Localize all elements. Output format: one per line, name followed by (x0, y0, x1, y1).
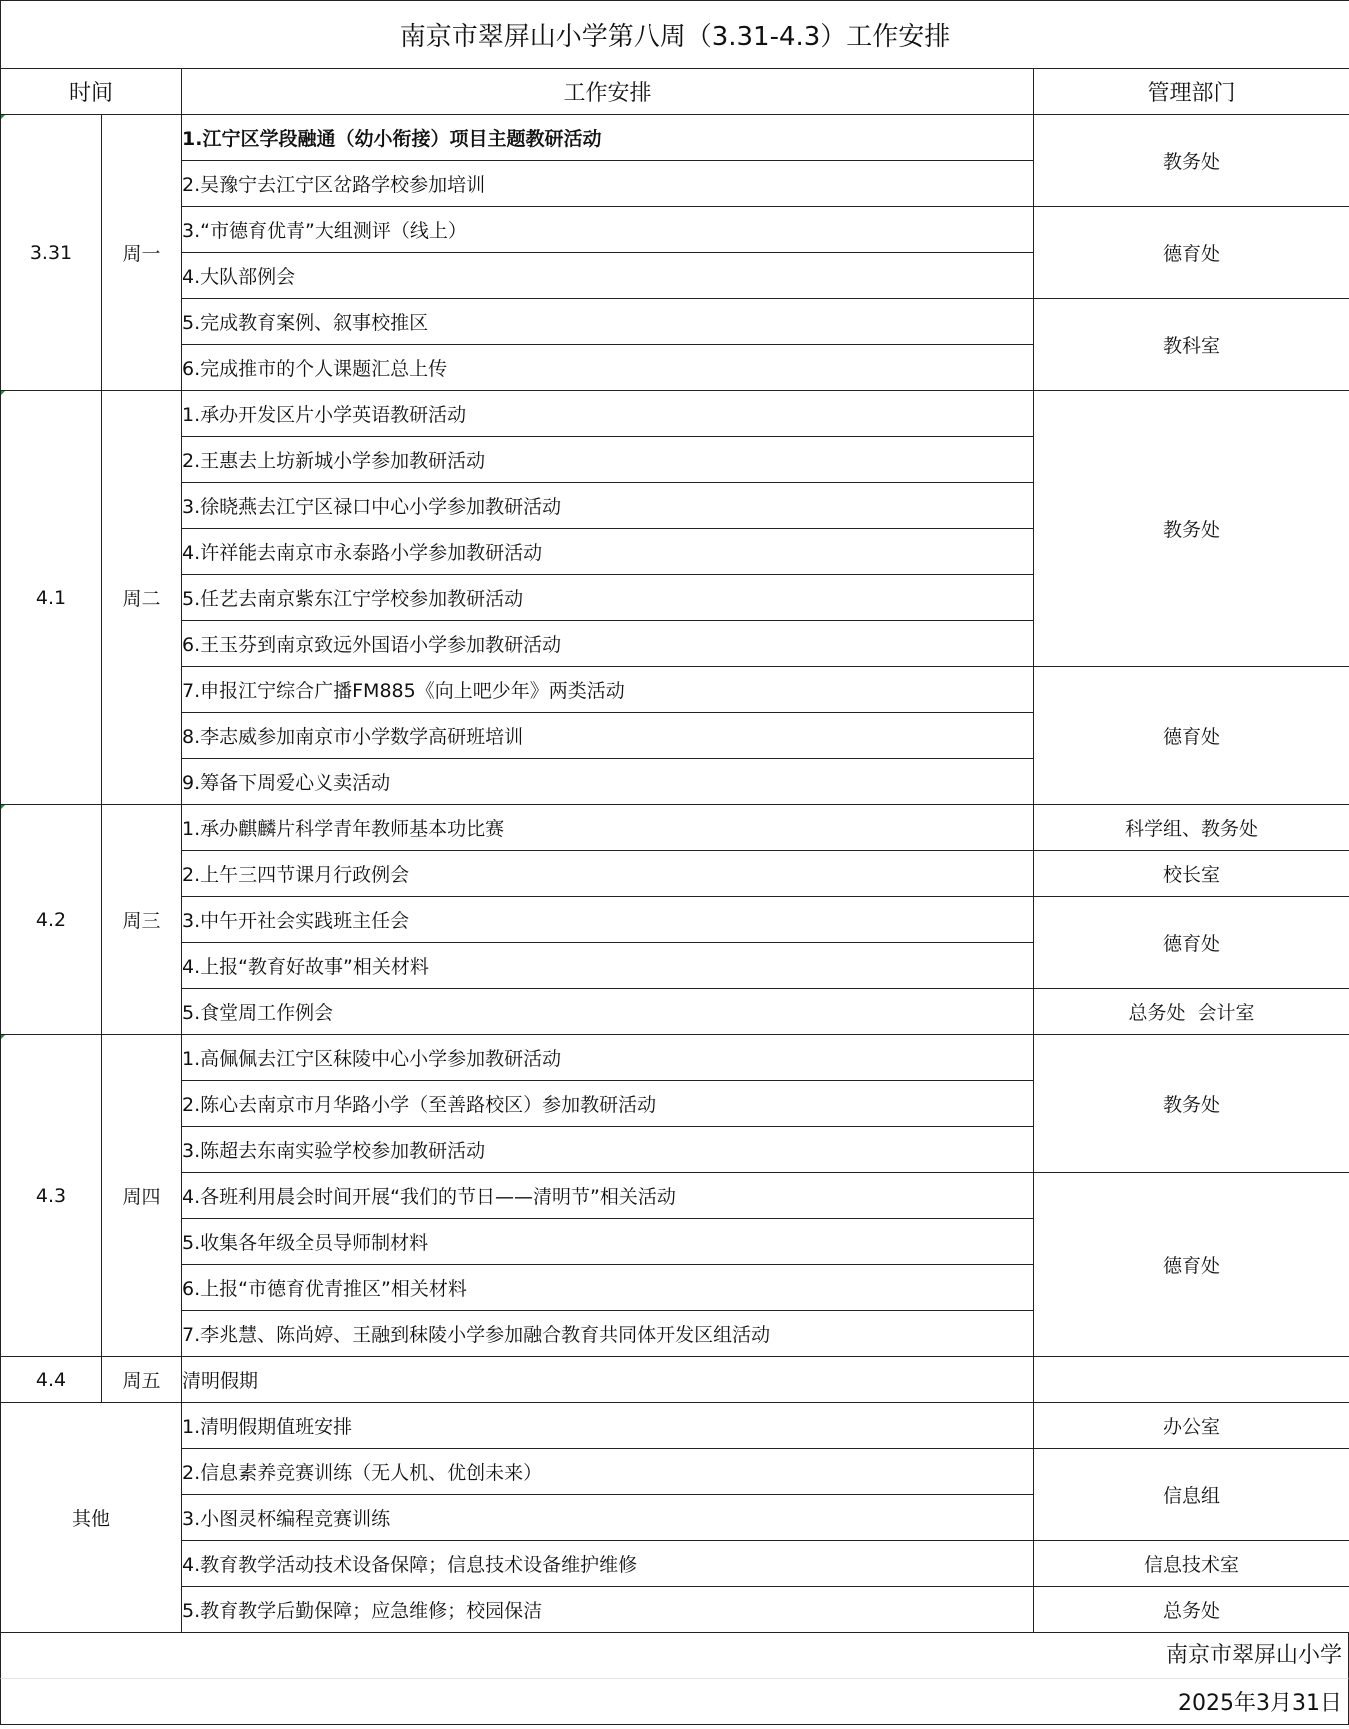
task-cell: 6.完成推市的个人课题汇总上传 (182, 345, 1034, 391)
date-cell: 4.4 (1, 1357, 102, 1403)
task-cell: 5.完成教育案例、叙事校推区 (182, 299, 1034, 345)
header-time: 时间 (1, 69, 182, 115)
task-cell: 4.许祥能去南京市永泰路小学参加教研活动 (182, 529, 1034, 575)
task-cell: 6.上报“市德育优青推区”相关材料 (182, 1265, 1034, 1311)
footer (0, 1633, 1349, 1725)
task-cell: 3.“市德育优青”大组测评（线上） (182, 207, 1034, 253)
dept-cell: 校长室 (1034, 851, 1349, 897)
task-cell: 4.各班利用晨会时间开展“我们的节日——清明节”相关活动 (182, 1173, 1034, 1219)
task-cell: 4.教育教学活动技术设备保障；信息技术设备维护维修 (182, 1541, 1034, 1587)
dept-cell: 教务处 (1034, 1035, 1349, 1173)
task-cell: 5.教育教学后勤保障；应急维修；校园保洁 (182, 1587, 1034, 1633)
task-cell: 3.陈超去东南实验学校参加教研活动 (182, 1127, 1034, 1173)
footer-school: 南京市翠屏山小学 (0, 1633, 1349, 1679)
task-cell: 4.上报“教育好故事”相关材料 (182, 943, 1034, 989)
task-cell: 7.申报江宁综合广播FM885《向上吧少年》两类活动 (182, 667, 1034, 713)
dept-cell: 科学组、教务处 (1034, 805, 1349, 851)
dept-cell: 信息组 (1034, 1449, 1349, 1541)
weekday-cell: 周一 (102, 115, 182, 391)
weekday-cell: 周五 (102, 1357, 182, 1403)
task-cell: 3.小图灵杯编程竞赛训练 (182, 1495, 1034, 1541)
date-cell: 3.31 (1, 115, 102, 391)
dept-cell: 信息技术室 (1034, 1541, 1349, 1587)
task-cell: 1.江宁区学段融通（幼小衔接）项目主题教研活动 (182, 115, 1034, 161)
header-dept: 管理部门 (1034, 69, 1349, 115)
dept-cell: 德育处 (1034, 207, 1349, 299)
dept-cell: 德育处 (1034, 897, 1349, 989)
dept-cell: 德育处 (1034, 667, 1349, 805)
header-work: 工作安排 (182, 69, 1034, 115)
dept-cell: 总务处 会计室 (1034, 989, 1349, 1035)
task-cell: 2.信息素养竞赛训练（无人机、优创未来） (182, 1449, 1034, 1495)
dept-cell: 教务处 (1034, 115, 1349, 207)
task-cell: 5.收集各年级全员导师制材料 (182, 1219, 1034, 1265)
task-cell: 8.李志威参加南京市小学数学高研班培训 (182, 713, 1034, 759)
task-cell: 2.陈心去南京市月华路小学（至善路校区）参加教研活动 (182, 1081, 1034, 1127)
task-cell: 清明假期 (182, 1357, 1034, 1403)
task-cell: 6.王玉芬到南京致远外国语小学参加教研活动 (182, 621, 1034, 667)
date-cell: 4.1 (1, 391, 102, 805)
footer-date: 2025年3月31日 (0, 1679, 1349, 1725)
task-cell: 4.大队部例会 (182, 253, 1034, 299)
task-cell: 3.中午开社会实践班主任会 (182, 897, 1034, 943)
task-cell: 5.任艺去南京紫东江宁学校参加教研活动 (182, 575, 1034, 621)
weekday-cell: 周四 (102, 1035, 182, 1357)
task-cell: 2.吴豫宁去江宁区岔路学校参加培训 (182, 161, 1034, 207)
dept-cell: 总务处 (1034, 1587, 1349, 1633)
page-title: 南京市翠屏山小学第八周（3.31-4.3）工作安排 (1, 1, 1349, 69)
weekday-cell: 周三 (102, 805, 182, 1035)
dept-cell: 教务处 (1034, 391, 1349, 667)
task-cell: 1.承办麒麟片科学青年教师基本功比赛 (182, 805, 1034, 851)
date-cell: 4.2 (1, 805, 102, 1035)
task-cell: 1.清明假期值班安排 (182, 1403, 1034, 1449)
weekday-cell: 周二 (102, 391, 182, 805)
date-cell: 4.3 (1, 1035, 102, 1357)
task-cell: 9.筹备下周爱心义卖活动 (182, 759, 1034, 805)
dept-cell: 教科室 (1034, 299, 1349, 391)
dept-cell (1034, 1357, 1349, 1403)
task-cell: 5.食堂周工作例会 (182, 989, 1034, 1035)
task-cell: 3.徐晓燕去江宁区禄口中心小学参加教研活动 (182, 483, 1034, 529)
task-cell: 7.李兆慧、陈尚婷、王融到秣陵小学参加融合教育共同体开发区组活动 (182, 1311, 1034, 1357)
other-label: 其他 (1, 1403, 182, 1633)
dept-cell: 德育处 (1034, 1173, 1349, 1357)
task-cell: 2.王惠去上坊新城小学参加教研活动 (182, 437, 1034, 483)
task-cell: 1.承办开发区片小学英语教研活动 (182, 391, 1034, 437)
dept-cell: 办公室 (1034, 1403, 1349, 1449)
task-cell: 1.高佩佩去江宁区秣陵中心小学参加教研活动 (182, 1035, 1034, 1081)
task-cell: 2.上午三四节课月行政例会 (182, 851, 1034, 897)
